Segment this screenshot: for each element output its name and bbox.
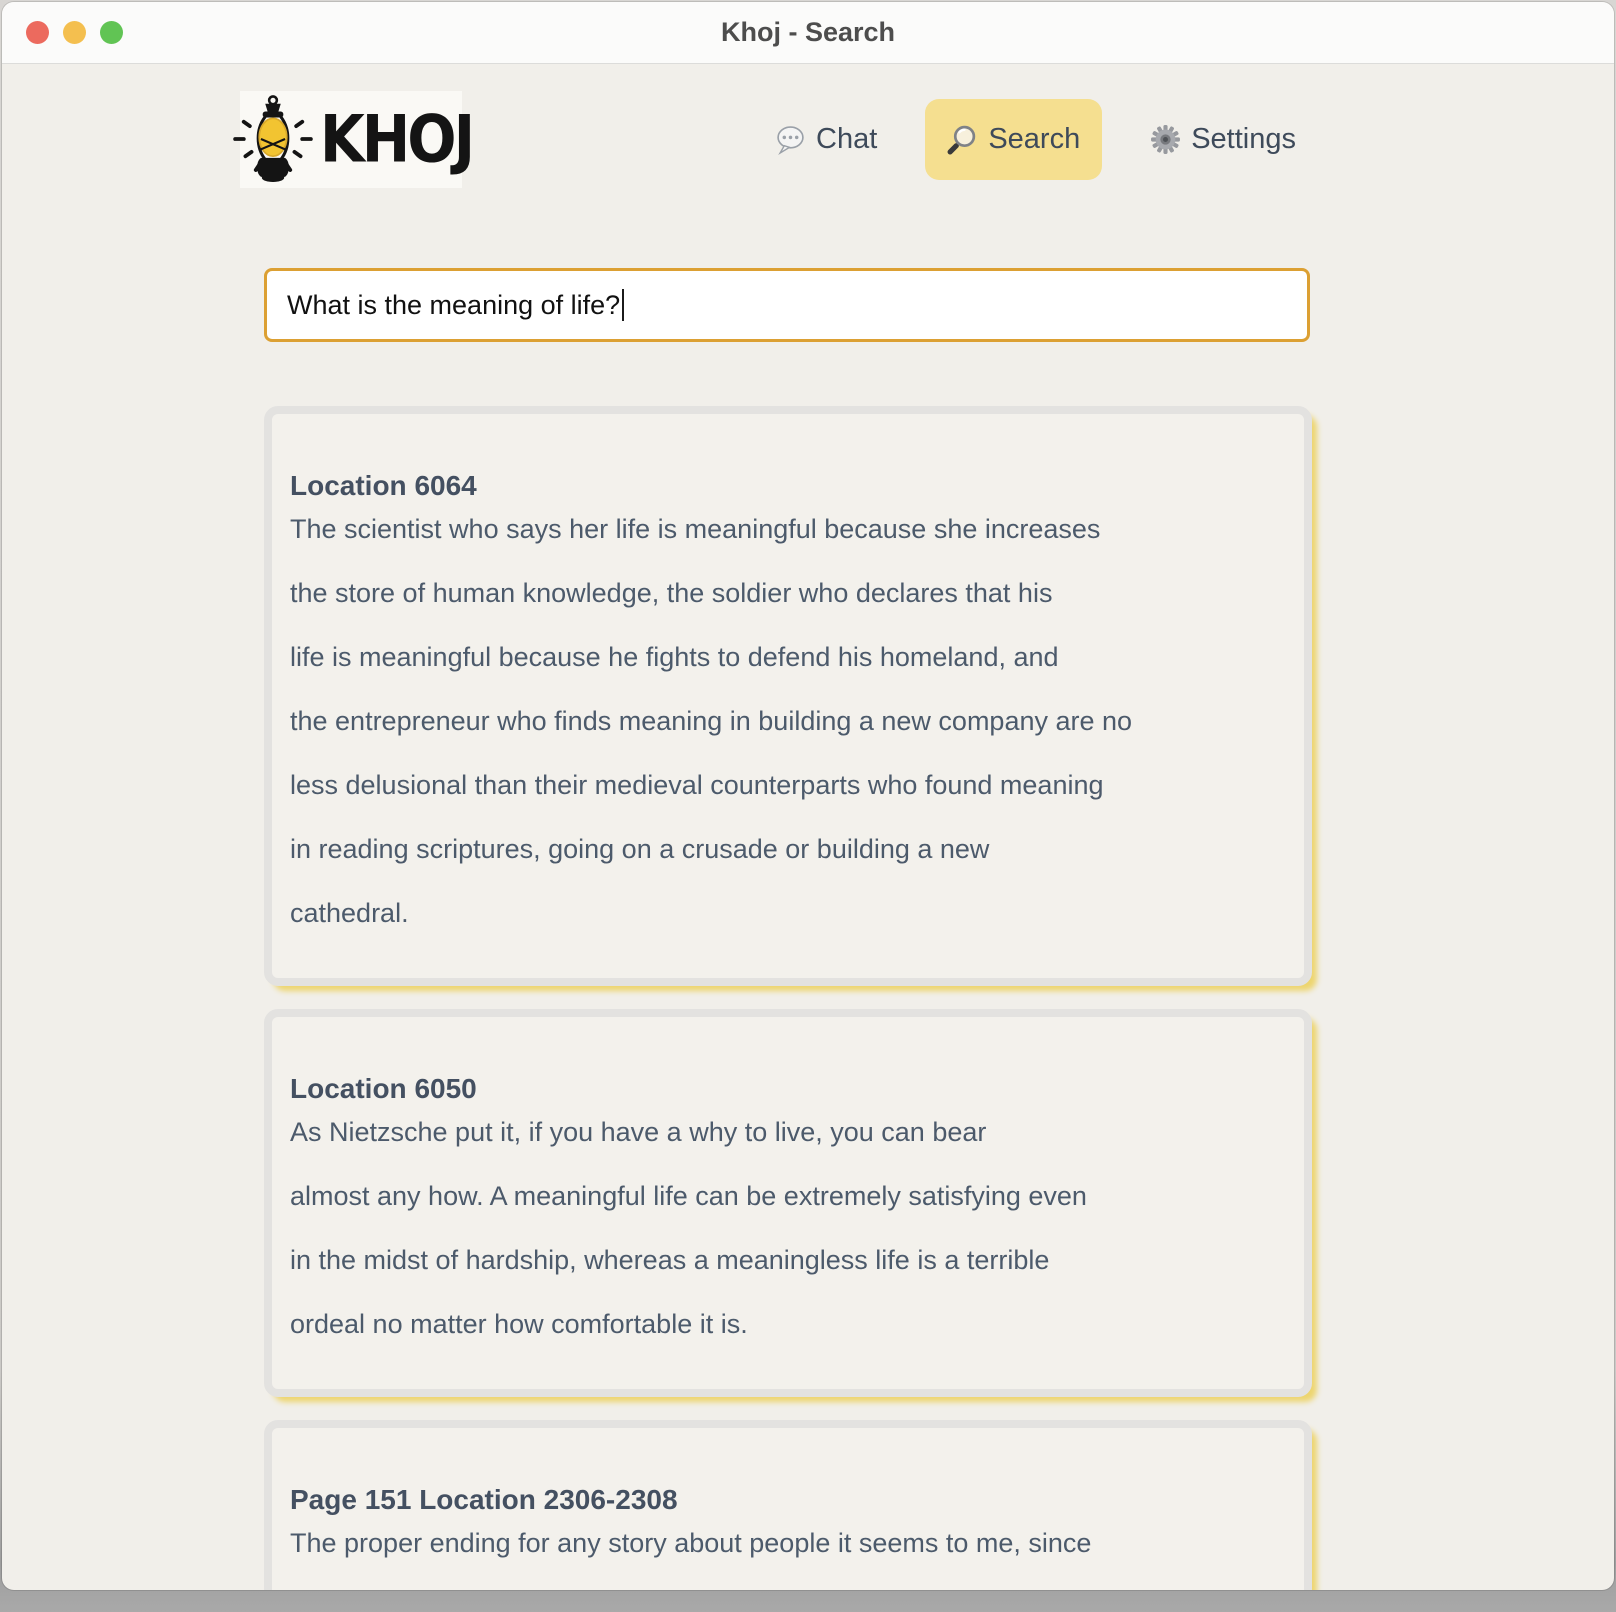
result-line: almost any how. A meaningful life can be extremely satisfying even: [290, 1181, 1087, 1211]
result-line: in the midst of hardship, whereas a meaningless life is a terrible: [290, 1245, 1050, 1275]
result-body: [290, 1528, 1280, 1558]
result-card[interactable]: [264, 1420, 1312, 1590]
close-window-button[interactable]: [26, 21, 49, 44]
result-card[interactable]: [264, 1009, 1312, 1397]
result-line: cathedral.: [290, 898, 409, 928]
result-line: less delusional than their medieval counterparts who found meaning: [290, 770, 1104, 800]
result-card[interactable]: [264, 406, 1312, 986]
main-nav: [753, 99, 1318, 180]
nav-item-search[interactable]: [925, 99, 1102, 180]
nav-item-settings[interactable]: [1128, 99, 1318, 180]
window-title: Khoj - Search: [720, 17, 896, 47]
app-window: [2, 2, 1614, 1590]
text-cursor: [622, 289, 624, 321]
result-line: the store of human knowledge, the soldier who declares that his: [290, 578, 1053, 608]
result-title: Page 151 Location 2306-2308: [290, 1484, 678, 1515]
zoom-window-button[interactable]: [100, 21, 123, 44]
result-line: The scientist who says her life is meaningful because she increases: [290, 514, 1101, 544]
window-controls: [26, 2, 123, 63]
nav-item-chat[interactable]: [753, 99, 899, 180]
result-line: ordeal no matter how comfortable it is.: [290, 1309, 748, 1339]
result-line: in reading scriptures, going on a crusade or building a new: [290, 834, 990, 864]
nav-label-chat: Chat: [816, 122, 878, 155]
result-title: Location 6064: [290, 470, 477, 501]
result-title: Location 6050: [290, 1073, 477, 1104]
results-list: [264, 406, 1312, 1590]
result-line: life is meaningful because he fights to defend his homeland, and: [290, 642, 1059, 672]
nav-label-settings: Settings: [1191, 122, 1296, 155]
chat-bubble-icon: [775, 124, 806, 155]
search-input[interactable]: [264, 268, 1310, 342]
app-header: [240, 90, 1318, 188]
result-line: As Nietzsche put it, if you have a why to live, you can bear: [290, 1117, 987, 1147]
minimize-window-button[interactable]: [63, 21, 86, 44]
result-body: [290, 1117, 1280, 1339]
khoj-logo: [240, 91, 473, 188]
result-line: The proper ending for any story about people it seems to me, since: [290, 1528, 1092, 1558]
search-query-text: What is the meaning of life?: [287, 289, 621, 320]
khoj-wordmark: KHOJ: [319, 100, 473, 178]
magnifier-icon: [947, 124, 978, 155]
nav-label-search: Search: [988, 122, 1081, 155]
result-body: [290, 514, 1280, 928]
title-bar: [2, 2, 1614, 64]
result-line: the entrepreneur who finds meaning in building a new company are no: [290, 706, 1133, 736]
lantern-icon: [230, 94, 316, 184]
gear-icon: [1150, 124, 1181, 155]
